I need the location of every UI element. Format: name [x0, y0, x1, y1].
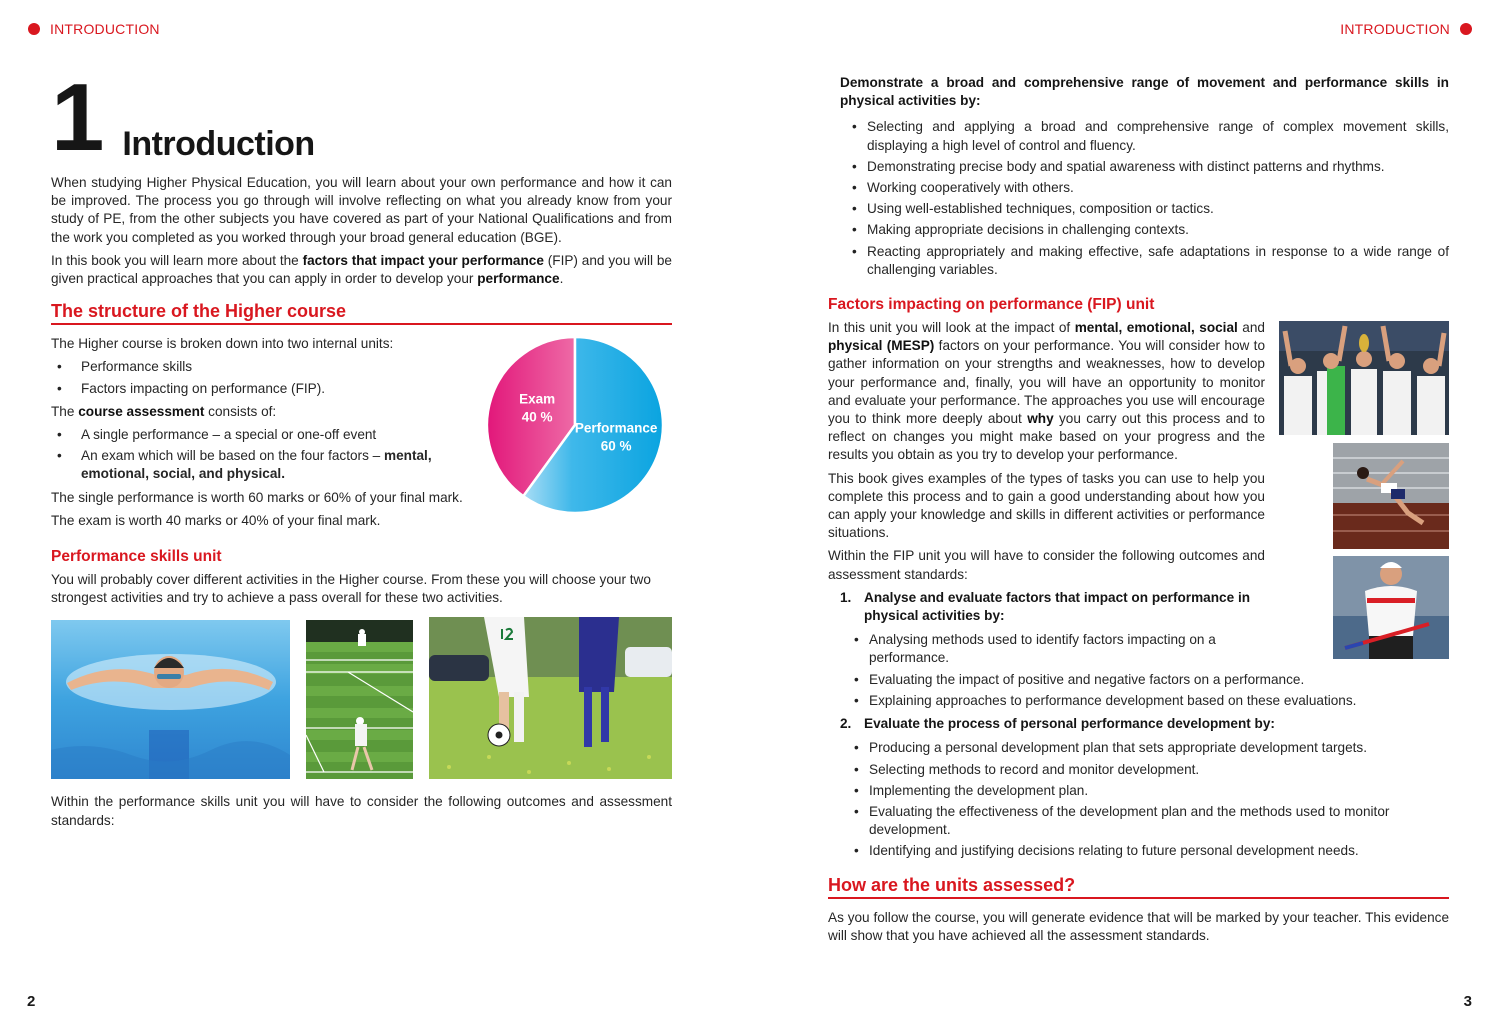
text-run: factors on your performance. You will consider how to gather information on your strengths and weaknesses, how to develop your performance and, finally, you will have an opportunity to monitor and evaluate your performance. The approaches you use will encourage you to think more deeply about	[828, 338, 1265, 427]
running-head-text: INTRODUCTION	[50, 21, 160, 37]
text-run: .	[559, 271, 564, 287]
page-number-right: 3	[1463, 993, 1472, 1010]
text-run: and	[1237, 320, 1265, 336]
list-item: • Working cooperatively with others.	[848, 179, 1449, 197]
outcome-title: Analyse and evaluate factors that impact on performance in physical activities by:	[864, 589, 1251, 624]
bold-text: factors that impact your performance	[302, 252, 544, 268]
text-run: consists of:	[204, 403, 277, 419]
list-item	[51, 447, 672, 483]
red-dot-icon	[1460, 23, 1472, 35]
list-item: • Analysing methods used to identify factors impacting on a performance.	[850, 631, 1449, 667]
text-run: A single performance – a special or one-off event	[81, 427, 377, 443]
outcome-number: 1.	[840, 589, 852, 605]
structure-lead: The Higher course is broken down into two internal units:	[51, 336, 394, 352]
list-item: • Making appropriate decisions in challenging contexts.	[848, 221, 1449, 239]
text-run: In this unit you will look at the impact of	[828, 320, 1075, 336]
tennis-court-photo	[306, 620, 413, 779]
running-head-text: INTRODUCTION	[1340, 21, 1450, 37]
text-run: (FIP) and you will be given practical approaches that you can apply in order to develop your	[51, 252, 672, 287]
performance-skills-outro: Within the performance skills unit you will have to consider the following outcomes and assessment standards:	[51, 794, 672, 828]
list-item: • Selecting methods to record and monitor development.	[850, 761, 1449, 779]
section-heading-structure: The structure of the Higher course	[51, 300, 672, 325]
outcome-sub-list	[850, 631, 1449, 710]
left-column	[51, 64, 672, 835]
intro-paragraph: When studying Higher Physical Education, you will learn about your own performance and how it can be improved. The process you go through will involve reflecting on what you already know from your study of PE, from the other subjects you have covered as part of your National Qualifications and from the work you completed as you worked through your broad general education (BGE).	[51, 175, 672, 245]
list-item: • Reacting appropriately and making effective, safe adaptations in response to a wide range of challenging variables.	[848, 243, 1449, 279]
chapter-heading	[51, 64, 672, 171]
bold-text: course assessment	[78, 403, 205, 419]
page-number-left: 2	[27, 993, 36, 1010]
pie-label-exam: Exam	[519, 391, 556, 407]
red-dot-icon	[28, 23, 40, 35]
list-item: • Implementing the development plan.	[850, 782, 1449, 800]
assessment-list	[51, 426, 672, 484]
fip-paragraph-2: This book gives examples of the types of tasks you can use to help you complete this process and to gain a good understanding about how you can apply your knowledge and skills in different activities or performance situations.	[828, 470, 1265, 541]
demonstrate-list	[848, 118, 1449, 279]
outcome-number: 2.	[840, 716, 852, 732]
list-item: • Performance skills	[51, 358, 672, 376]
list-item: • Factors impacting on performance (FIP).	[51, 380, 672, 398]
football-photo	[429, 617, 672, 779]
text-run: In this book you will learn more about the	[51, 252, 303, 268]
pie-label-performance: Performance	[574, 420, 658, 436]
structure-block	[51, 335, 672, 535]
swimmer-photo	[51, 620, 290, 779]
outcome-item	[840, 715, 1449, 860]
outcome-item	[840, 589, 1449, 710]
subheading-performance-skills: Performance skills unit	[51, 548, 222, 566]
activity-photos	[51, 617, 672, 779]
text-run: An exam which will be based on the four factors –	[81, 448, 384, 464]
section-heading-assessed: How are the units assessed?	[828, 874, 1449, 899]
bold-text: physical (MESP)	[828, 338, 935, 354]
fip-paragraph-3: Within the FIP unit you will have to consider the following outcomes and assessment standards:	[828, 548, 1265, 582]
bold-text: why	[1027, 411, 1054, 427]
list-item: • Demonstrating precise body and spatial awareness with distinct patterns and rhythms.	[848, 158, 1449, 176]
demonstrate-lead: Demonstrate a broad and comprehensive range of movement and performance skills in physical activities by:	[840, 75, 1449, 109]
subheading-fip: Factors impacting on performance (FIP) unit	[828, 296, 1155, 314]
sprinter-photo	[1333, 443, 1449, 549]
outcome-title: Evaluate the process of personal performance development by:	[864, 716, 1275, 732]
running-head-right	[1340, 21, 1472, 37]
right-column	[828, 74, 1449, 950]
chapter-number: 1	[51, 64, 101, 171]
list-item: • Identifying and justifying decisions relating to future personal development needs.	[850, 842, 1449, 860]
team-celebration-photo	[1279, 321, 1449, 435]
assessed-paragraph: As you follow the course, you will generate evidence that will be marked by your teacher. This evidence will show that you have achieved all the assessment standards.	[828, 909, 1449, 943]
list-item	[51, 426, 672, 444]
running-head-left	[28, 21, 160, 37]
exam-worth: The exam is worth 40 marks or 40% of your final mark.	[51, 512, 381, 528]
fip-block	[828, 319, 1449, 865]
chapter-title: Introduction	[122, 125, 315, 163]
fip-outcomes-list	[840, 589, 1449, 861]
right-page	[750, 0, 1500, 1035]
bold-text: mental, emotional, social, and physical.	[81, 448, 432, 482]
list-item: • Producing a personal development plan that sets appropriate development targets.	[850, 739, 1449, 757]
pie-value-exam: 40 %	[521, 409, 553, 425]
list-item: • Evaluating the impact of positive and negative factors on a performance.	[850, 671, 1449, 689]
intro-paragraph-2	[51, 252, 672, 288]
pie-value-performance: 60 %	[600, 438, 632, 454]
list-item: • Evaluating the effectiveness of the development plan and the methods used to monitor development.	[850, 803, 1449, 839]
list-item: • Using well-established techniques, composition or tactics.	[848, 200, 1449, 218]
bold-text: performance	[477, 271, 560, 287]
single-performance-worth: The single performance is worth 60 marks or 60% of your final mark.	[51, 489, 463, 505]
outcome-sub-list	[850, 739, 1449, 860]
performance-skills-paragraph: You will probably cover different activities in the Higher course. From these you will choose your two strongest activities and try to achieve a pass overall for these two activities.	[51, 572, 651, 606]
bold-text: mental, emotional, social	[1074, 320, 1238, 336]
text-run: you carry out this process and to reflect on changes you might make based on your progress and the results you obtain as you try to develop your performance.	[828, 411, 1265, 463]
list-item: • Explaining approaches to performance development based on these evaluations.	[850, 692, 1449, 710]
text-run: The	[51, 403, 79, 419]
list-item: • Selecting and applying a broad and comprehensive range of complex movement skills, displaying a high level of control and fluency.	[848, 118, 1449, 154]
